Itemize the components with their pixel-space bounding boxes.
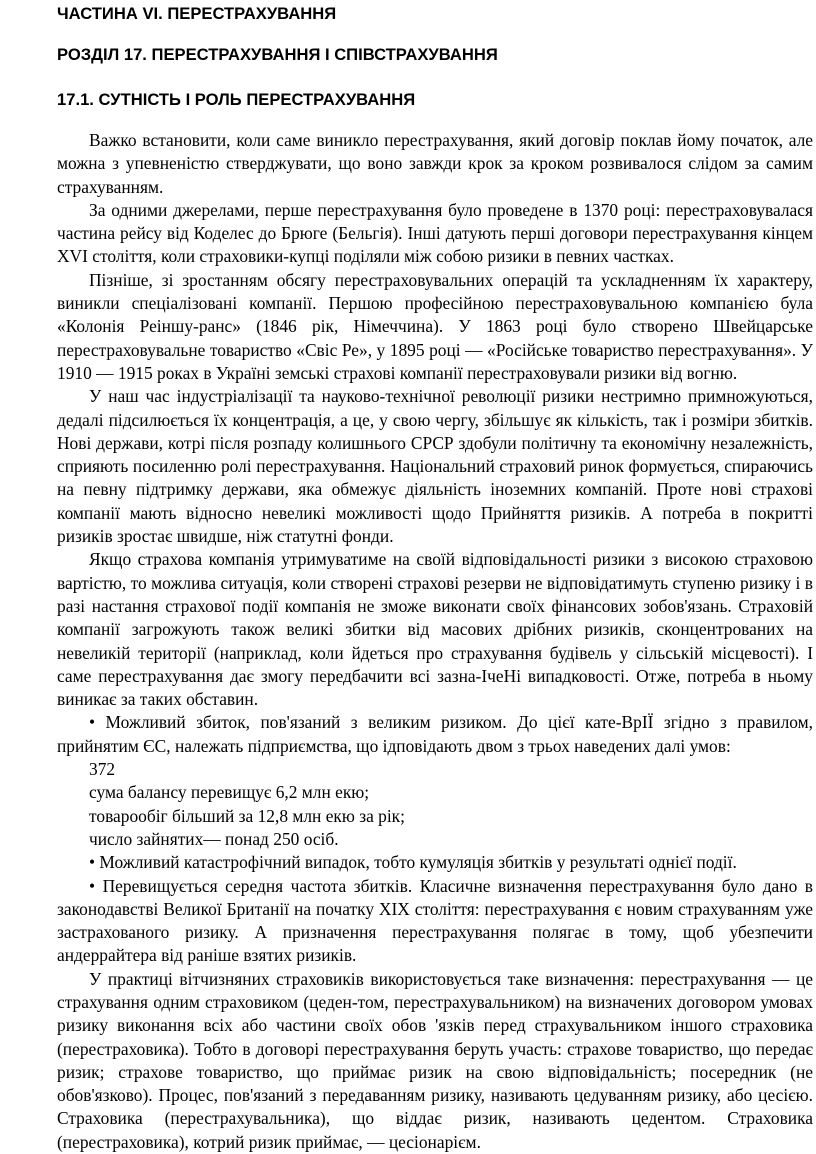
section-heading: 17.1. СУТНІСТЬ І РОЛЬ ПЕРЕСТРАХУВАННЯ xyxy=(57,90,416,109)
condition-turnover: товарообіг більший за 12,8 млн екю за рік; xyxy=(89,805,405,826)
condition-balance: сума балансу перевищує 6,2 млн екю; xyxy=(89,782,370,803)
bullet-frequency: • Перевищується середня частота збитків. Класичне визначення перестрахування було дано в законодавстві Великої Британії на початку XIX століття: перестрахування є новим страхуванням уже застрахованого ризику. А призначення перестрахування полягає в тому, щоб убезпечити андеррайтера від раніше взятих ризиків. xyxy=(57,875,813,966)
paragraph-origin: Важко встановити, коли саме виникло перестрахування, який договір поклав йому початок, але можна з упевненістю стверджувати, що воно завжди крок за кроком розвивалося слідом за самим страхуванням. xyxy=(57,130,813,197)
paragraph-industrialization: У наш час індустріалізації та науково-технічної революції ризики нестримно примножуються, дедалі підсилюється їх концентрація, а це, у свою чергу, збільшує як кількість, так і розміри збитків. Нові держави, котрі після розпаду колишнього СРСР здобули політичну та економічну незалежність, сприяють посиленню ролі перестрахування. Національний страховий ринок формується, спираючись на певну підтримку держави, яка обмежує діяльність іноземних компаній. Проте нові страхові компанії мають відносно невеликі можливості щодо Прийняття ризиків. А потреба в покритті ризиків зростає швидше, ніж статутні фонди. xyxy=(57,386,813,547)
paragraph-first-reinsurance: За одними джерелами, перше перестрахування було проведене в 1370 році: перестраховувалася частина рейсу від Коделес до Брюге (Бельгія). Інші датують перші договори перестрахування кінцем XVI століття, коли страховики-купці поділяли між собою ризики в певних частках. xyxy=(57,199,813,267)
body-text xyxy=(57,129,813,1154)
page-number-marker: 372 xyxy=(89,759,116,780)
paragraph-retention-risk: Якщо страхова компанія утримуватиме на своїй відповідальності ризики з високою страховою вартістю, то можлива ситуація, коли створені страхові резерви не відповідатимуть ступеню ризику і в разі настання страхової події компанія не зможе виконати своїх фінансових зобов'язань. Страховій компанії загрожують також великі збитки від масових дрібних ризиків, сконцентрованих на невеликій території (наприклад, коли йдеться про страхування будівель у сільській місцевості). І саме перестрахування дає змогу передбачити всі зазна-ІчеНі випадковості. Отже, потреба в ньому виникає за таких обставин. xyxy=(57,549,813,710)
condition-employees: число зайнятих— понад 250 осіб. xyxy=(89,828,339,849)
paragraph-large-risk-bullet: • Можливий збиток, пов'язаний з великим ризиком. До цієї кате-ВрІЇ згідно з правилом, прийнятим ЄС, належать підприємства, що ідповідають двом з трьох наведених далі умов: xyxy=(57,712,813,756)
part-heading: ЧАСТИНА VI. ПЕРЕСТРАХУВАННЯ xyxy=(57,4,337,23)
bullet-catastrophe: • Можливий катастрофічний випадок, тобто кумуляція збитків у результаті однієї події. xyxy=(89,852,737,873)
chapter-heading: РОЗДІЛ 17. ПЕРЕСТРАХУВАННЯ І СПІВСТРАХУВАННЯ xyxy=(57,45,498,64)
paragraph-specialized-companies: Пізніше, зі зростанням обсягу перестраховувальних операцій та ускладненням їх характеру, виникли спеціалізовані компанії. Першою професійною перестраховувальною компанією була «Колонія Реіншу-ранс» (1846 рік, Німеччина). У 1863 році було створено Швейцарське перестраховувальне товариство «Свіс Ре», у 1895 році — «Російське товариство перестрахування». У 1910 — 1915 роках в Україні земські страхові компанії перестраховували ризики від вогню. xyxy=(57,269,813,383)
paragraph-definition: У практиці вітчизняних страховиків використовується таке визначення: перестрахування — це страхування одним страховиком (цеден-том, перестрахувальником) на визначених договором умовах ризику виконання всіх або частини своїх обов 'язків перед страхувальником іншого страховика (перестраховика). Тобто в договорі перестрахування беруть участь: страхове товариство, що передає ризик; страхове товариство, що приймає ризик на свою відповідальність; посередник (не обов'язково). Процес, пов'язаний з передаванням ризику, називають цедуванням ризику, або цесією. Страховика (перестрахувальника), що віддає ризик, називають цедентом. Страховика (перестраховика), котрий ризик приймає, — цесіонарієм. xyxy=(57,968,813,1152)
